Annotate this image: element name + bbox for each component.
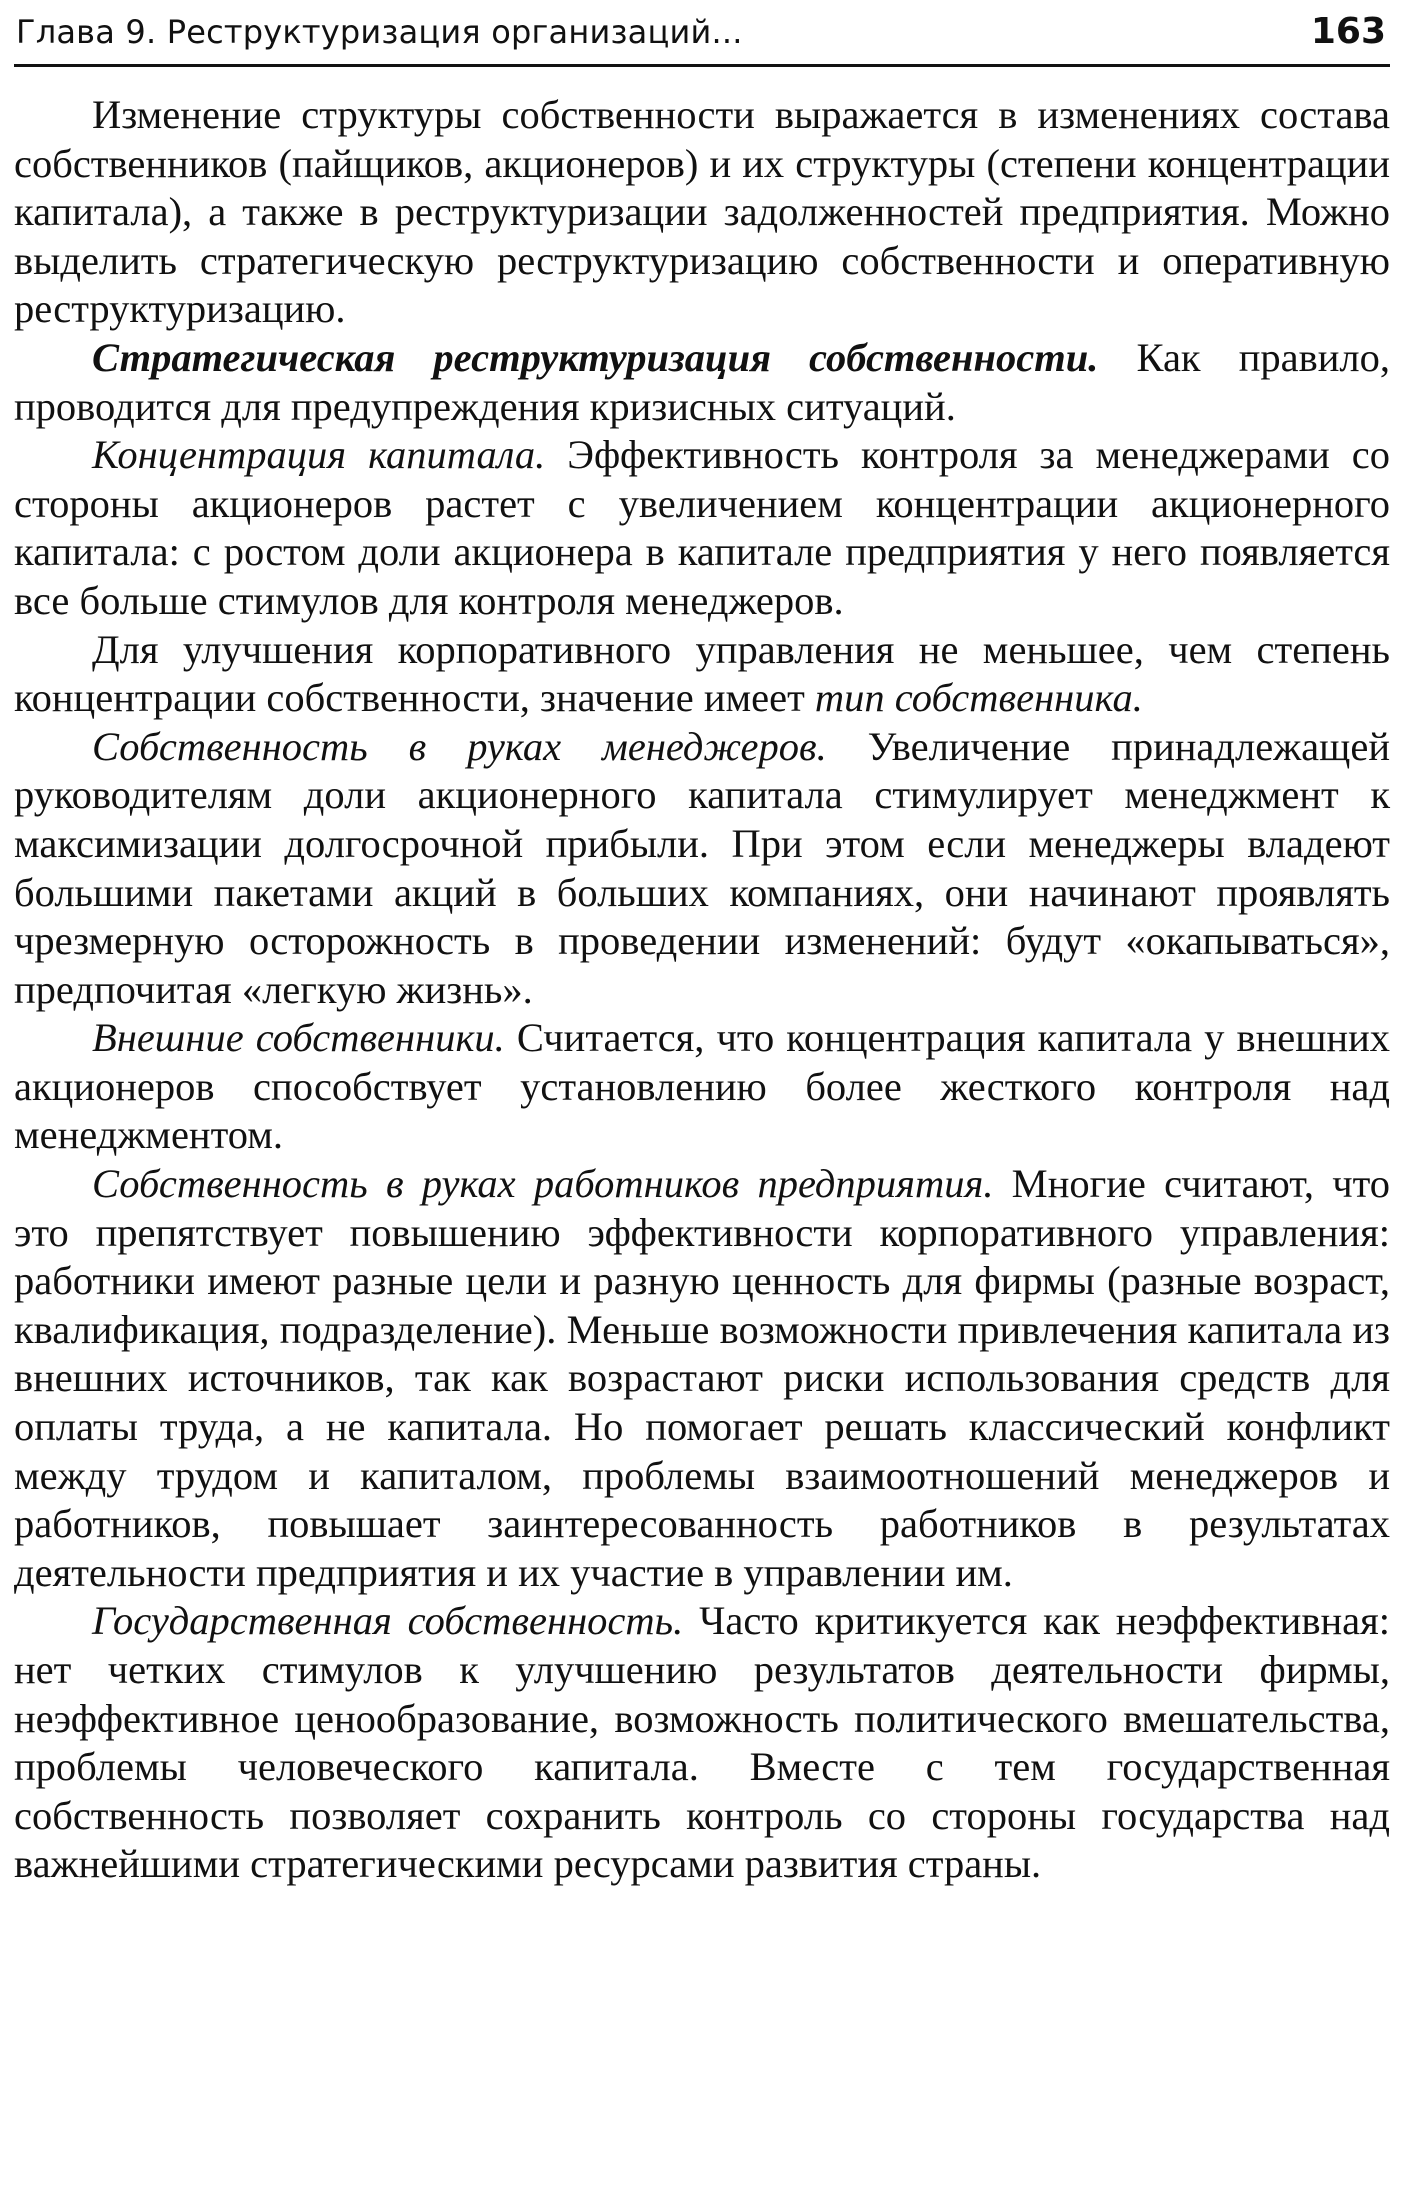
paragraph-text: Часто критикуется как неэффективная: нет четких стимулов к улучшению результатов деятельности фирмы, неэффективное ценообразование, возможность политического вмешательства, проблемы человеческого капитала. Вместе с тем государственная собственность позволяет сохранить контроль со стороны государства над важнейшими стратегическими ресурсами развития страны. (14, 1598, 1390, 1887)
page-body (14, 91, 1390, 1889)
paragraph-text: Изменение структуры собственности выражается в изменениях состава собственников (пайщиков, акционеров) и их структуры (степени концентрации капитала), а также в реструктуризации задолженностей предприятия. Можно выделить стратегическую реструктуризацию собственности и оперативную реструктуризацию. (14, 92, 1390, 332)
paragraph-heading: Внешние собственники. (92, 1015, 505, 1061)
paragraph-external-owners (14, 1014, 1390, 1160)
paragraph-manager-ownership (14, 723, 1390, 1015)
paragraph-heading: Государственная собственность. (92, 1598, 684, 1644)
paragraph-capital-concentration (14, 431, 1390, 625)
chapter-title: Глава 9. Реструктуризация организаций... (16, 13, 743, 51)
paragraph-text: Считается, что концентрация капитала у внешних акционеров способствует установлению более жесткого контроля над менеджментом. (14, 1015, 1391, 1158)
paragraph-ownership-structure (14, 91, 1390, 334)
paragraph-state-ownership (14, 1597, 1390, 1889)
paragraph-text: Эффективность контроля за менеджерами со стороны акционеров растет с увеличением концентрации акционерного капитала: с ростом доли акционера в капитале предприятия у него появляется все больше стимулов для контроля менеджеров. (14, 432, 1390, 623)
running-header (14, 0, 1390, 67)
paragraph-text: Для улучшения корпоративного управления не меньшее, чем степень концентрации собственности, значение имеет (14, 626, 1390, 721)
paragraph-employee-ownership (14, 1160, 1390, 1597)
paragraph-owner-type (14, 626, 1390, 723)
paragraph-emphasis: тип собственника. (814, 675, 1143, 721)
paragraph-heading: Собственность в руках работников предприятия. (92, 1161, 994, 1207)
page-number: 163 (1310, 11, 1386, 52)
paragraph-text: Многие считают, что это препятствует повышению эффективности корпоративного управления: работники имеют разные цели и разную ценность для фирмы (разные возраст, квалификация, подразделение). Меньше возможности привлечения капитала из внешних источников, так как возрастают риски использования средств для оплаты труда, а не капитала. Но помогает решать классический конфликт между трудом и капиталом, проблемы взаимоотношений менеджеров и работников, повышает заинтересованность работников в результатах деятельности предприятия и их участие в управлении им. (14, 1161, 1391, 1595)
book-page (14, 0, 1390, 1889)
paragraph-text: Как правило, проводится для предупреждения кризисных ситуаций. (14, 334, 1390, 429)
paragraph-text: Увеличение принадлежащей руководителям доли акционерного капитала стимулирует менеджмент к максимизации долгосрочной прибыли. При этом если менеджеры владеют большими пакетами акций в больших компаниях, они начинают проявлять чрезмерную осторожность в проведении изменений: будут «окапываться», предпочитая «легкую жизнь». (14, 723, 1390, 1012)
paragraph-heading: Концентрация капитала. (92, 432, 546, 478)
paragraph-heading: Собственность в руках менеджеров. (92, 723, 827, 769)
paragraph-strategic-restructuring (14, 334, 1390, 431)
paragraph-heading: Стратегическая реструктуризация собственности. (92, 334, 1099, 380)
